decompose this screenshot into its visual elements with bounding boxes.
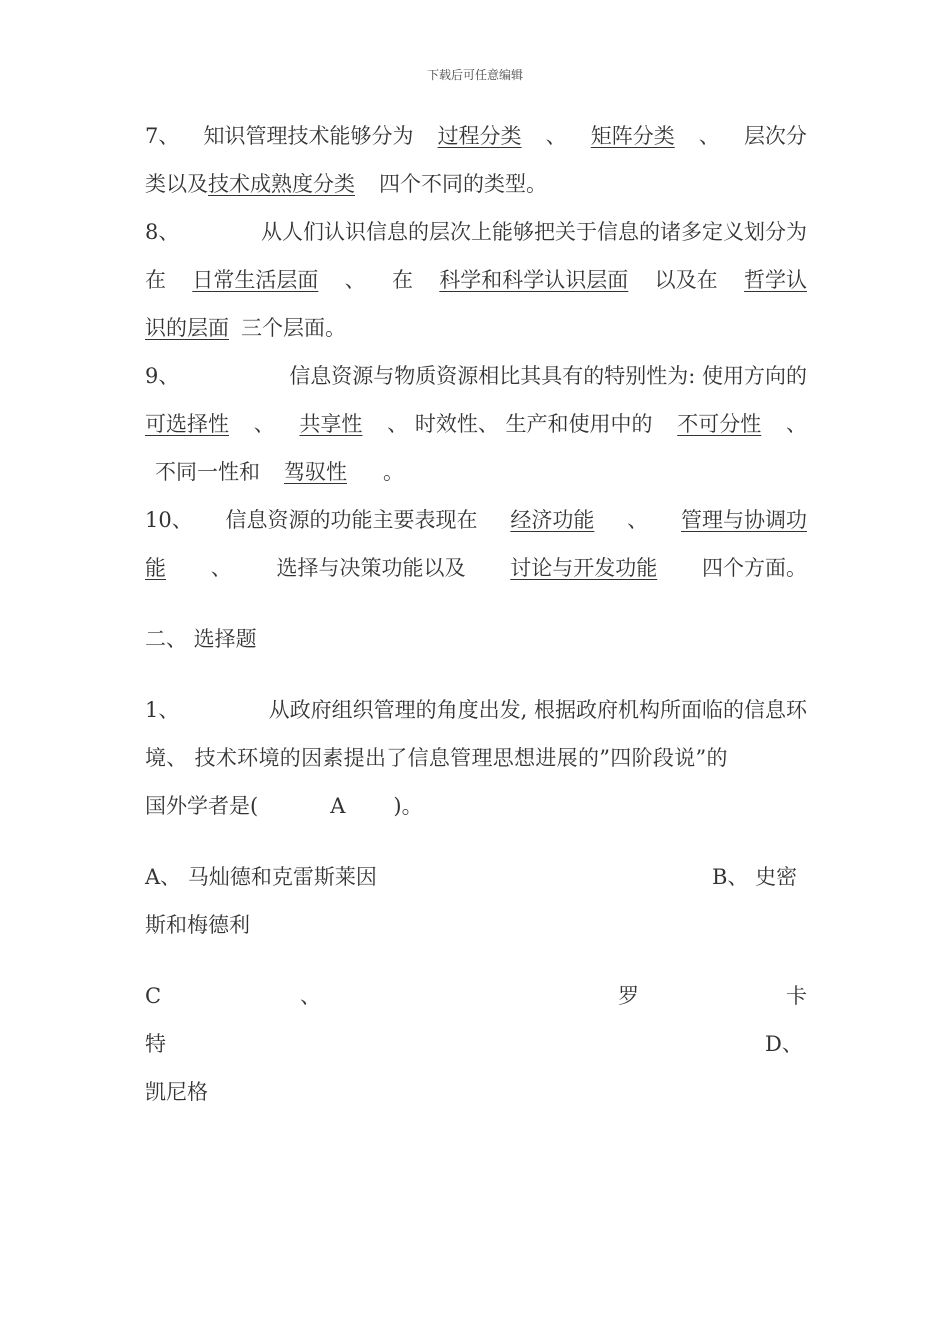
option-c-separator: 、 <box>300 984 321 1008</box>
s2-q1-line-2: 境、 技术环境的因素提出了信息管理思想进展的”四阶段说”的 <box>145 746 728 770</box>
q8-answer-3: 哲学认 <box>743 268 807 292</box>
q9-text: 信息资源与物质资源相比其具有的特别性为: 使用方向的 <box>289 364 807 388</box>
q10-separator: 、 <box>627 508 649 532</box>
q8-number: 8、 <box>145 220 180 244</box>
s2-q1-text: )。 <box>393 794 423 818</box>
option-c-text: 特 <box>145 1032 166 1056</box>
option-d-text: 凯尼格 <box>145 1080 208 1104</box>
q8-text: 三个层面。 <box>241 316 346 340</box>
q9-number: 9、 <box>145 364 180 388</box>
q9-separator: 、 <box>253 412 275 436</box>
q7-separator: 、 <box>545 124 567 148</box>
q7-text: 知识管理技术能够分为 <box>203 124 414 148</box>
q7-answer-1: 过程分类 <box>437 124 522 148</box>
option-d-label: D、 <box>765 1032 803 1056</box>
q7-number: 7、 <box>145 124 180 148</box>
q7-line-1 <box>145 122 807 150</box>
q10-number: 10、 <box>145 508 193 532</box>
q9-answer-2: 共享性 <box>299 412 363 436</box>
q10-line-2 <box>145 554 807 582</box>
option-c-text: 卡 <box>786 984 807 1008</box>
page-header: 下载后可任意编辑 <box>426 68 523 82</box>
q8-separator: 、 <box>344 268 366 292</box>
q9-text: 不同一性和 <box>155 460 260 484</box>
q7-line-2 <box>145 170 807 198</box>
q10-answer-3: 讨论与开发功能 <box>510 556 658 580</box>
q8-answer-1: 日常生活层面 <box>192 268 319 292</box>
q10-text: 四个方面。 <box>702 556 807 580</box>
q10-answer-1: 经济功能 <box>510 508 595 532</box>
q8-answer-3-continued: 识的层面 <box>145 316 229 340</box>
option-c-label: C <box>145 984 162 1008</box>
q9-separator: 、 <box>785 412 807 436</box>
q8-text: 以及在 <box>654 268 718 292</box>
q7-answer-2: 矩阵分类 <box>590 124 675 148</box>
q8-answer-2: 科学和科学认识层面 <box>439 268 629 292</box>
q10-answer-2: 管理与协调功 <box>680 508 807 532</box>
q8-text: 从人们认识信息的层次上能够把关于信息的诸多定义划分为 <box>261 220 807 244</box>
s2-q1-line-3 <box>145 792 807 820</box>
q8-line-2 <box>145 266 807 294</box>
q7-text: 四个不同的类型。 <box>379 172 547 196</box>
q9-line-1 <box>145 362 807 390</box>
s2-q1-answer: A <box>330 794 346 818</box>
q8-text: 在 <box>391 268 413 292</box>
s2-q1-number: 1、 <box>145 698 180 722</box>
q9-line-3 <box>145 458 807 486</box>
q7-answer-3: 技术成熟度分类 <box>208 172 355 196</box>
q7-text: 类以及 <box>145 172 208 196</box>
q9-text: 。 <box>383 460 404 484</box>
q10-separator: 、 <box>210 556 232 580</box>
q8-text: 在 <box>145 268 166 292</box>
q8-line-3 <box>145 314 807 342</box>
q10-line-1 <box>145 506 807 534</box>
q9-answer-3: 不可分性 <box>677 412 762 436</box>
q9-line-2 <box>145 410 807 438</box>
q8-line-1 <box>145 218 807 246</box>
s2-q1-text: 从政府组织管理的角度出发, 根据政府机构所面临的信息环 <box>268 698 807 722</box>
option-c-text: 罗 <box>618 984 639 1008</box>
q9-answer-1: 可选择性 <box>145 412 229 436</box>
q10-answer-2-continued: 能 <box>145 556 166 580</box>
q9-text: 、 时效性、 生产和使用中的 <box>387 412 653 436</box>
option-b: B、 史密 <box>712 865 798 889</box>
q7-separator: 、 <box>698 124 720 148</box>
option-a: A、 马灿德和克雷斯莱因 <box>145 865 377 889</box>
section-title: 二、 选择题 <box>145 627 257 651</box>
q7-text: 层次分 <box>743 124 807 148</box>
s2-q1-line-1 <box>145 696 807 724</box>
q10-text: 选择与决策功能以及 <box>276 556 466 580</box>
q10-text: 信息资源的功能主要表现在 <box>225 508 478 532</box>
option-b-continued: 斯和梅德利 <box>145 913 250 937</box>
s2-q1-text: 国外学者是( <box>145 794 259 818</box>
q9-answer-4: 驾驭性 <box>284 460 347 484</box>
